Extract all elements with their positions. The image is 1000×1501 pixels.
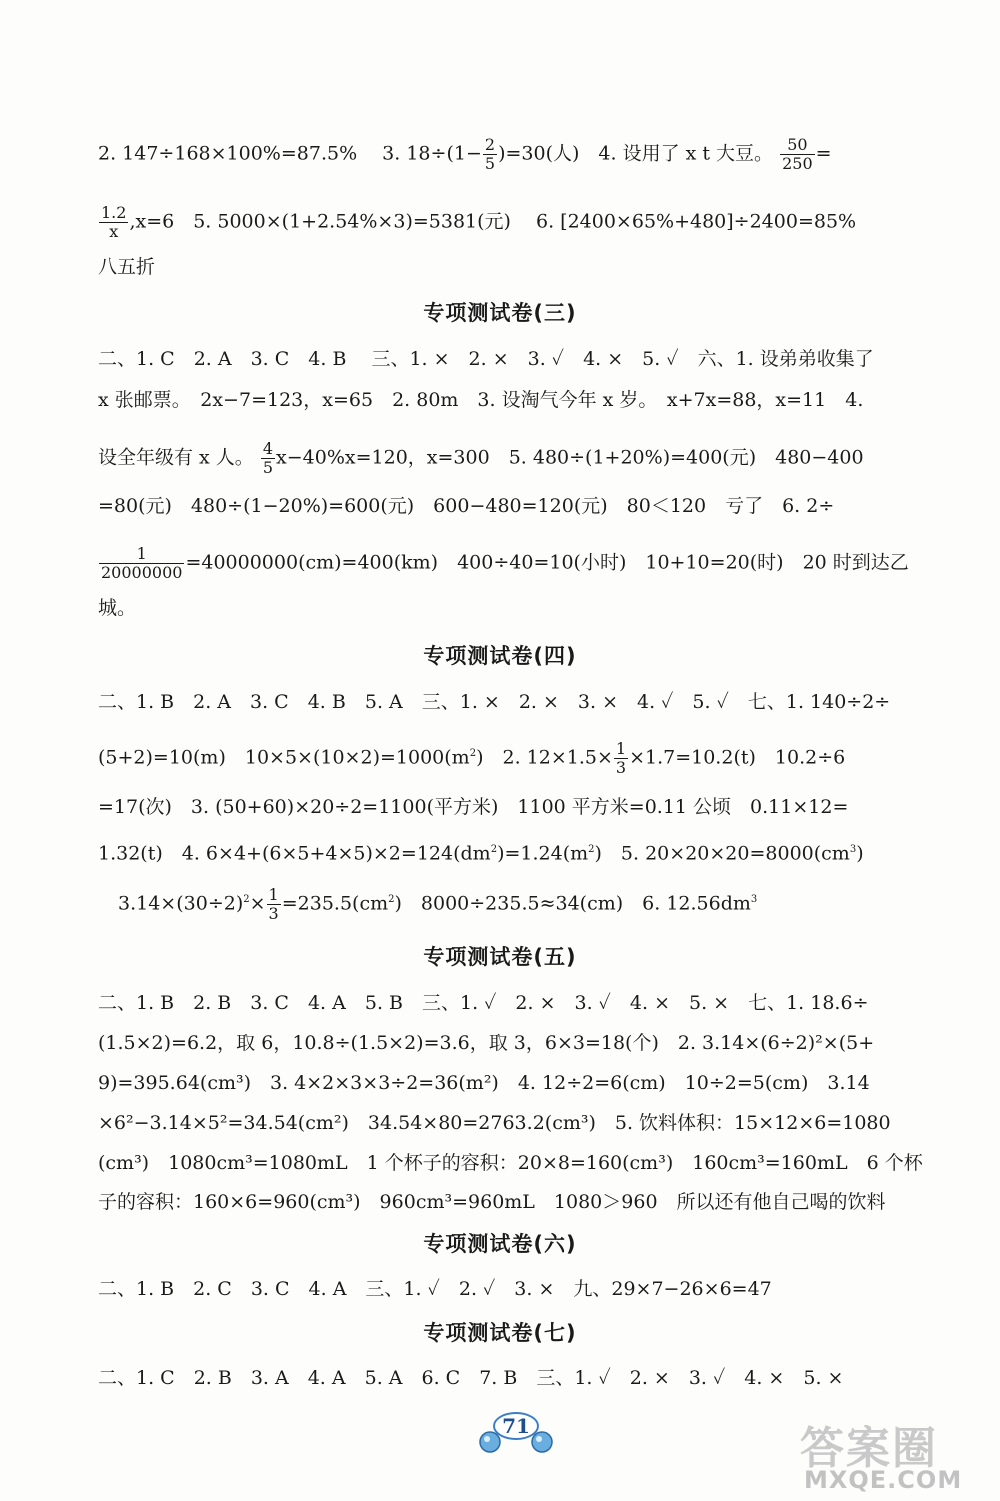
answer-line: 9)=395.64(cm³) 3. 4×2×3×3÷2=36(m²) 4. 12÷2=6(cm) 10÷2=5(cm) 3.14: [98, 1072, 870, 1094]
answer-line: $3.14\times(30\div 2)^2\times$ $\frac{1}{3}$ $=235.5(cm^2)$ 8000÷235.5≈34(cm) 6. $12.56dm^3$: [118, 885, 758, 923]
answer-line: $\frac{1.2}{x}$ ,x=6 5. 5000×(1+2.54%×3)=5381(元) 6. [2400×65%+480]÷2400=85%: [101, 203, 857, 241]
section-title: 专项测试卷(七): [423, 1321, 577, 1345]
answer-line: (cm³) 1080cm³=1080mL 1 个杯子的容积：20×8=160(cm³) 160cm³=160mL 6 个杯: [98, 1152, 923, 1174]
answer-line: x 张邮票。 2x−7=123，x=65 2. 80m 3. 设淘气今年 x 岁。 x+7x=88，x=11 4.: [98, 389, 864, 411]
watermark-url: MXQE.COM: [804, 1466, 963, 1494]
answer-line: 子的容积：160×6=960(cm³) 960cm³=960mL 1080＞960 所以还有他自己喝的饮料: [98, 1191, 886, 1213]
answer-line: 设全年级有 x 人。 $\frac{4}{5}$ x−40%x=120，x=300 5. 480÷(1+20%)=400(元) 480−400: [98, 439, 864, 477]
answer-line: 八五折: [98, 256, 156, 278]
answer-line: (5+2)=10(m) $10\times 5\times(10\times 2)=1000(m^2)$ 2. 12×1.5× $\frac{1}{3}$ ×1.7=10.2(t) 10.2÷6: [98, 739, 846, 777]
watermark: [790, 1412, 990, 1497]
answer-line: 二、1. C 2. B 3. A 4. A 5. A 6. C 7. B 三、1. ✓ 2. × 3. ✓ 4. × 5. ×: [98, 1367, 844, 1389]
page-number-badge: [476, 1410, 556, 1454]
fraction: $\frac{1}{3}$: [615, 739, 627, 777]
answer-line: 二、1. B 2. A 3. C 4. B 5. A 三、1. × 2. × 3. × 4. ✓ 5. ✓ 七、1. 140÷2÷: [98, 691, 891, 713]
fraction: $\frac{1}{3}$: [268, 885, 279, 923]
answer-line: 二、1. C 2. A 3. C 4. B 三、1. × 2. × 3. ✓ 4. × 5. ✓ 六、1. 设弟弟收集了: [98, 348, 874, 370]
fraction: $\frac{4}{5}$: [262, 439, 274, 477]
section-title: 专项测试卷(三): [423, 301, 577, 325]
fraction: $\frac{50}{250}$: [782, 135, 813, 173]
fraction: $\frac{1.2}{x}$: [101, 203, 127, 241]
answer-line: ×6²−3.14×5²=34.54(cm²) 34.54×80=2763.2(cm³) 5. 饮料体积：15×12×6=1080: [98, 1112, 891, 1134]
answer-line: =80(元) 480÷(1−20%)=600(元) 600−480=120(元) 80＜120 亏了 6. 2÷: [98, 495, 835, 517]
section-title: 专项测试卷(六): [423, 1232, 577, 1256]
answer-line: 2. 147÷168×100%=87.5% 3. 18÷(1− $\frac{2}{5}$ )=30(人) 4. 设用了 x t 大豆。 $\frac{50}{250}$ =: [98, 135, 832, 173]
answer-line: 二、1. B 2. C 3. C 4. A 三、1. ✓ 2. ✓ 3. × 九、29×7−26×6=47: [98, 1278, 772, 1300]
answer-line: 1.32(t) 4. $6\times 4+(6\times 5+4\times 5)\times 2=124(dm^2)=1.24(m^2)$ 5. $20\times 20\times 20=8000(cm^3)$: [98, 842, 864, 865]
page-number: 71: [502, 1414, 530, 1438]
fraction: $\frac{2}{5}$: [484, 135, 496, 173]
answer-line: 二、1. B 2. B 3. C 4. A 5. B 三、1. ✓ 2. × 3. ✓ 4. × 5. × 七、1. 18.6÷: [98, 992, 869, 1014]
section-title: 专项测试卷(四): [423, 644, 577, 668]
answer-line: =17(次) 3. (50+60)×20÷2=1100(平方米) 1100 平方米=0.11 公顷 0.11×12=: [98, 796, 849, 818]
fraction: $\frac{1}{20000000}$: [101, 544, 183, 582]
watermark-logo-text: 答案圈: [800, 1423, 938, 1474]
answer-line: (1.5×2)=6.2，取 6，10.8÷(1.5×2)=3.6，取 3，6×3=18(个) 2. 3.14×(6÷2)²×(5+: [98, 1032, 875, 1054]
answer-line: $\frac{1}{20000000}$ =40000000(cm)=400(km) 400÷40=10(小时) 10+10=20(时) 20 时到达乙: [101, 544, 909, 582]
section-title: 专项测试卷(五): [423, 945, 577, 969]
answer-line: 城。: [98, 597, 137, 619]
